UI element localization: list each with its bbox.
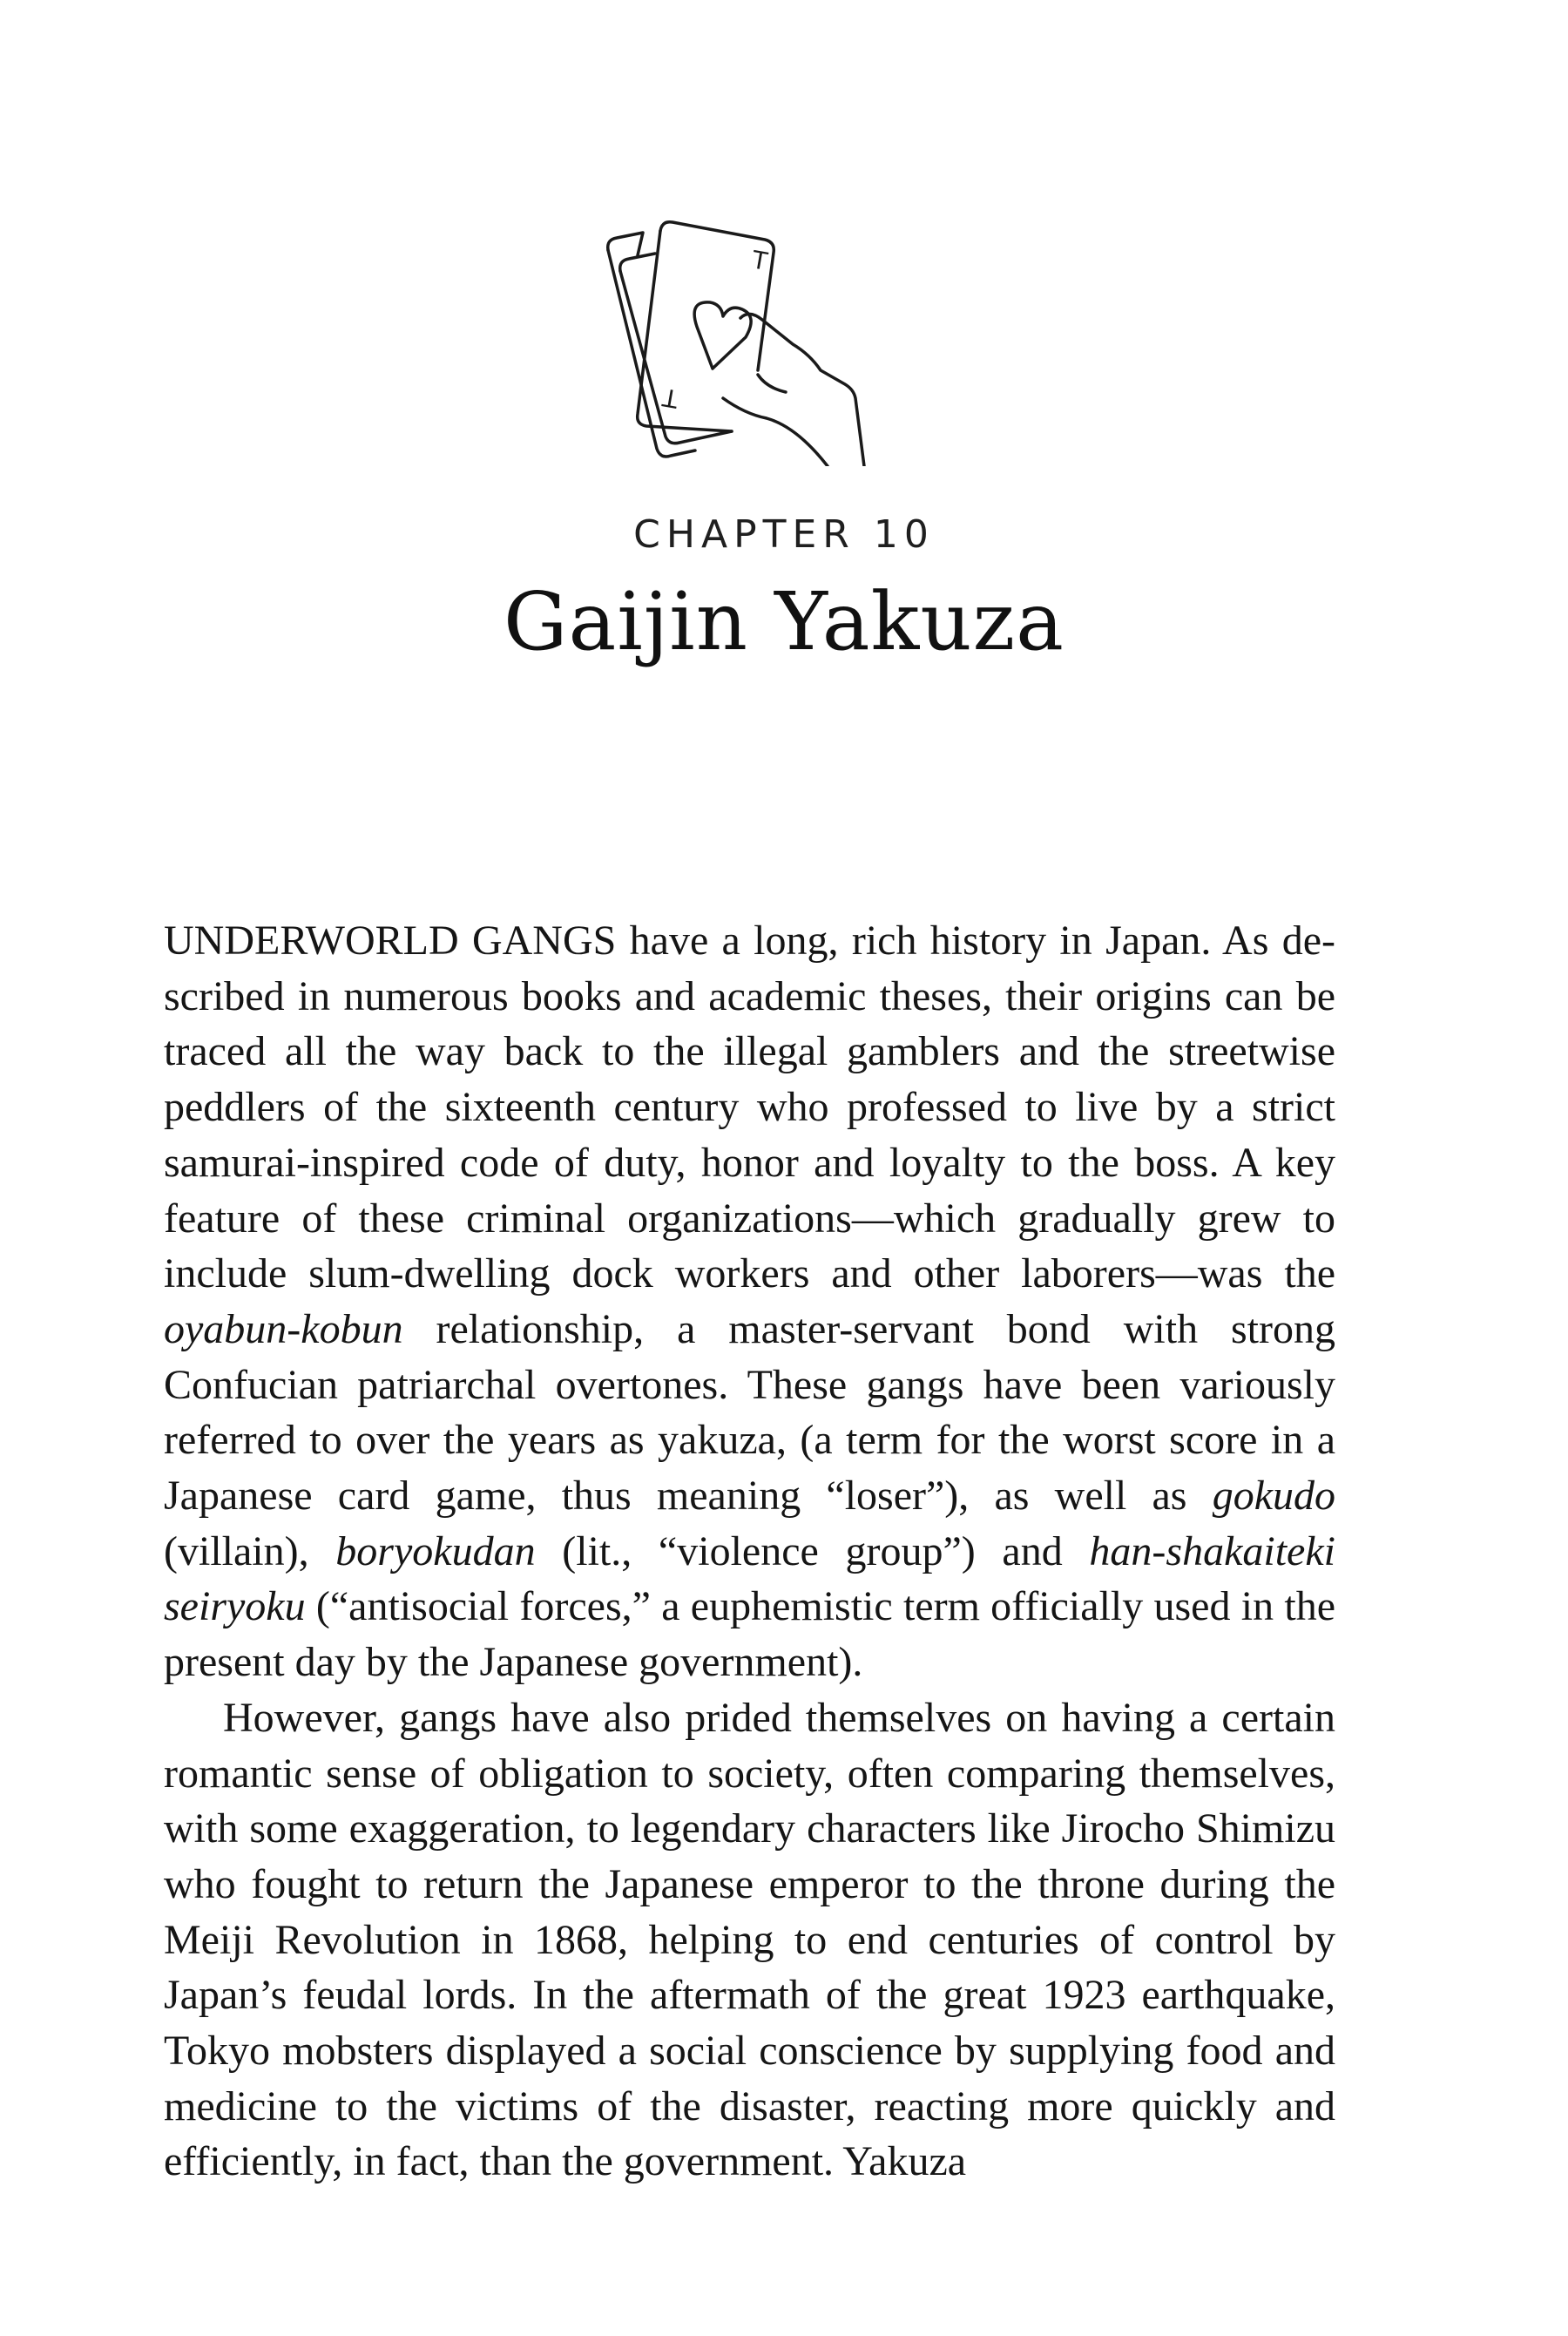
paragraph-1-part-3: (villain), — [164, 1527, 336, 1574]
heart-shape — [694, 302, 751, 369]
hand-holding-playing-cards-icon — [592, 213, 897, 466]
paragraph-2: However, gangs have also prided themselves on having a certain romantic sense of obligation to society, often comparing themselves, with some exaggeration, to legendary characters like Jirocho Shimizu who fought to return the Japanese emperor to the throne during the Meiji Revolution in 1868, helping to end centuries of control by Japan’s feudal lords. In the aftermath of the great 1923 earthquake, Tokyo mobsters displayed a social conscience by supplying food and medicine to the victims of the disaster, reacting more quickly and efficiently, in fact, than the government. Yakuza — [164, 1694, 1335, 2185]
chapter-body — [164, 913, 1335, 2190]
paragraph-1-part-1: UNDERWORLD GANGS have a long, rich history in Japan. As described in numerous books and academic theses, their origins can be traced all the way back to the illegal gamblers and the streetwise peddlers of the sixteenth century who professed to live by a strict samurai-inspired code of duty, honor and loyalty to the boss. A key feature of these criminal organizations—which gradually grew to include slum-dwelling dock workers and other laborers—was the — [164, 917, 1335, 1297]
card-letter-bottom: T — [660, 383, 680, 414]
back-card-outline — [608, 233, 643, 255]
hand-palm — [723, 398, 828, 466]
front-card-outline — [660, 222, 774, 370]
paragraph-1 — [164, 913, 1335, 1690]
paragraph-1-part-2: relationship, a master-servant bond with strong Confucian patriarchal overtones. These gangs have been variously referred to over the years as yakuza, (a term for the worst score in a Japanese card game, thus meaning “loser”), as well as — [164, 1305, 1335, 1520]
middle-card-outline — [620, 254, 655, 271]
term-boryokudan: boryokudan — [335, 1527, 536, 1574]
term-han-shakaiteki-seiryoku: han-shakaiteki seiryoku — [164, 1527, 1335, 1630]
term-oyabun-kobun: oyabun-kobun — [164, 1305, 403, 1352]
chapter-title: Gaijin Yakuza — [504, 575, 1064, 668]
front-card-left-edge — [638, 231, 732, 431]
term-gokudo: gokudo — [1212, 1473, 1335, 1520]
paragraph-1-part-4: (lit., “violence group”) and — [535, 1527, 1090, 1574]
paragraph-1-part-5: (“antisocial forces,” a euphemistic term officially used in the present day by the Japanese government). — [164, 1583, 1335, 1686]
hand-finger-line — [758, 375, 786, 392]
card-letter-top: T — [749, 245, 770, 276]
chapter-label: CHAPTER 10 — [633, 512, 935, 557]
hand-thumb — [740, 314, 864, 466]
